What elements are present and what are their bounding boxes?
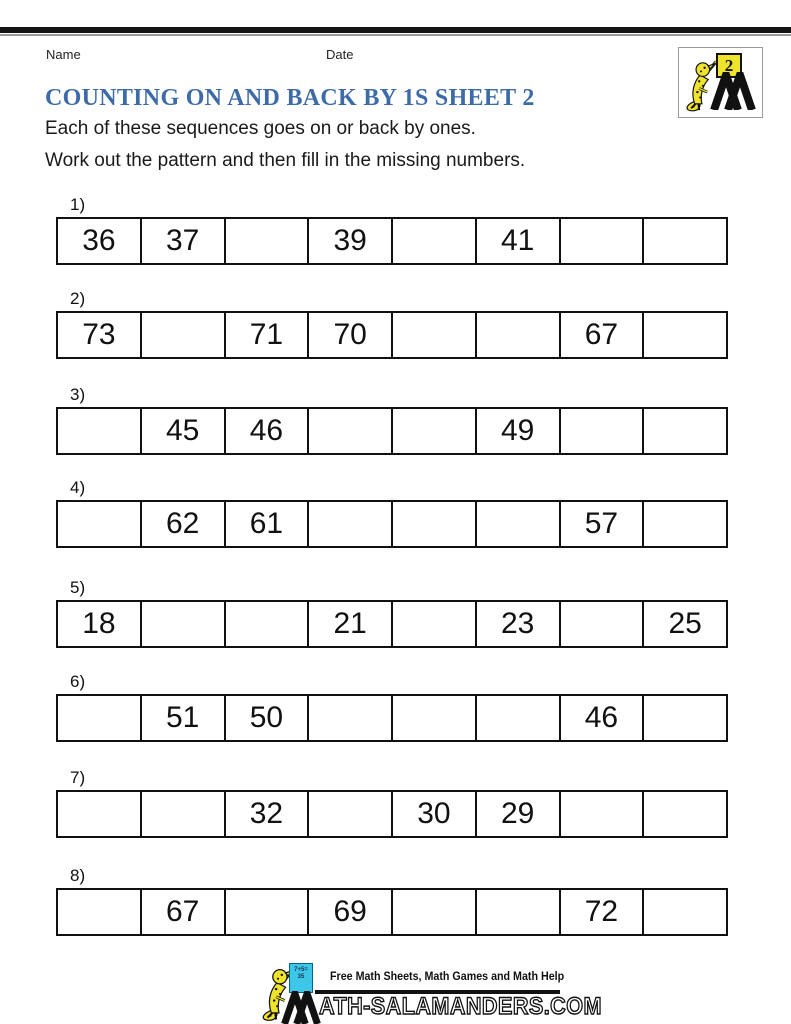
sequence-7-label: 7) — [70, 768, 86, 787]
sequence-2-cell-3: 71 — [226, 313, 310, 357]
sequence-8-label: 8) — [70, 866, 86, 885]
sequence-1-cell-1: 36 — [58, 219, 142, 263]
sequence-3-cell-6: 49 — [477, 409, 561, 453]
sequence-6-cell-3: 50 — [226, 696, 310, 740]
sequence-8-cell-7: 72 — [561, 890, 645, 934]
math-board-line-2: 35 — [297, 974, 305, 980]
sequence-5-cell-4: 21 — [309, 602, 393, 646]
sequence-5-cell-6: 23 — [477, 602, 561, 646]
sequence-7-cell-4-blank — [309, 792, 393, 836]
sequence-5-cell-2-blank — [142, 602, 226, 646]
sequence-5-cell-5-blank — [393, 602, 477, 646]
sequence-2-cell-1: 73 — [58, 313, 142, 357]
sequence-3-grid — [56, 407, 728, 455]
sequence-2-cell-5-blank — [393, 313, 477, 357]
sequence-6-grid — [56, 694, 728, 742]
sequence-1-cell-6: 41 — [477, 219, 561, 263]
sequence-6-cell-7: 46 — [561, 696, 645, 740]
sequence-8-cell-1-blank — [58, 890, 142, 934]
sequence-4-cell-7: 57 — [561, 502, 645, 546]
sequence-1-cell-4: 39 — [309, 219, 393, 263]
sequence-7-cell-8-blank — [644, 792, 726, 836]
sequence-3-cell-8-blank — [644, 409, 726, 453]
sequence-6-cell-2: 51 — [142, 696, 226, 740]
sequence-7-cell-7-blank — [561, 792, 645, 836]
brand-m-icon — [710, 72, 756, 110]
instruction-line-2: Work out the pattern and then fill in the missing numbers. — [45, 150, 526, 171]
sequence-5-cell-3-blank — [226, 602, 310, 646]
sequence-3-cell-7-blank — [561, 409, 645, 453]
date-field-label: Date — [326, 47, 354, 62]
sequence-4-label: 4) — [70, 478, 86, 497]
sequence-4-cell-1-blank — [58, 502, 142, 546]
sequence-8-cell-3-blank — [226, 890, 310, 934]
sequence-1-cell-3-blank — [226, 219, 310, 263]
sequence-6-cell-4-blank — [309, 696, 393, 740]
sheet-number: 2 — [724, 55, 734, 75]
sequence-1-cell-8-blank — [644, 219, 726, 263]
sequence-5-label: 5) — [70, 578, 86, 597]
sequence-2-cell-6-blank — [477, 313, 561, 357]
sequence-7-cell-5: 30 — [393, 792, 477, 836]
sequence-5-cell-8: 25 — [668, 607, 702, 640]
sequence-3-cell-1-blank — [58, 409, 142, 453]
sequence-3-cell-4-blank — [309, 409, 393, 453]
sequence-7-cell-6: 29 — [477, 792, 561, 836]
sequence-2-label: 2) — [70, 289, 86, 308]
sequence-7-cell-1-blank — [58, 792, 142, 836]
sequence-6-cell-8-blank — [644, 696, 726, 740]
sequence-1-cell-2: 37 — [142, 219, 226, 263]
sequence-3-cell-5-blank — [393, 409, 477, 453]
sequence-8-cell-5-blank — [393, 890, 477, 934]
sequence-1-cell-7-blank — [561, 219, 645, 263]
sequence-7-cell-2-blank — [142, 792, 226, 836]
sequence-4-cell-5-blank — [393, 502, 477, 546]
sequence-8-cell-6-blank — [477, 890, 561, 934]
sequence-2-cell-2-blank — [142, 313, 226, 357]
footer-tagline: Free Math Sheets, Math Games and Math Help — [330, 971, 565, 983]
sequence-4-cell-4-blank — [309, 502, 393, 546]
math-salamanders-corner-logo — [678, 47, 763, 118]
sequence-3-cell-2: 45 — [142, 409, 226, 453]
sequence-2-cell-7: 67 — [561, 313, 645, 357]
sequence-3-label: 3) — [70, 385, 86, 404]
sequence-6-cell-6-blank — [477, 696, 561, 740]
sequence-5-cell-1: 18 — [58, 602, 142, 646]
sequence-8-cell-8-blank — [644, 890, 726, 934]
sequence-8-cell-2: 67 — [142, 890, 226, 934]
name-field-label: Name — [46, 47, 81, 62]
page-title: COUNTING ON AND BACK BY 1S SHEET 2 — [45, 85, 535, 111]
sequence-4-cell-6-blank — [477, 502, 561, 546]
sequence-7-cell-3: 32 — [226, 792, 310, 836]
sequence-7-grid — [56, 790, 728, 838]
brand-m-icon — [281, 991, 321, 1024]
sequence-5-cell-7-blank — [561, 602, 645, 646]
brand-text: ATH-SALAMANDERS.COM — [319, 993, 602, 1020]
sequence-1-grid — [56, 217, 728, 265]
sequence-1-cell-5-blank — [393, 219, 477, 263]
math-board-icon — [289, 963, 313, 993]
instruction-line-1: Each of these sequences goes on or back by ones. — [45, 118, 476, 139]
sequence-6-cell-5-blank — [393, 696, 477, 740]
sequence-6-label: 6) — [70, 672, 86, 691]
sequence-3-cell-3: 46 — [226, 409, 310, 453]
sequence-2-grid — [56, 311, 728, 359]
math-board-line-1: 7+5= — [294, 967, 308, 973]
footer-brand — [281, 993, 633, 1024]
sequence-6-cell-1-blank — [58, 696, 142, 740]
sequence-2-cell-4: 70 — [309, 313, 393, 357]
sequence-8-grid — [56, 888, 728, 936]
top-rule-black — [0, 27, 791, 33]
top-rule-gray — [0, 34, 791, 36]
sequence-4-cell-2: 62 — [142, 502, 226, 546]
sequence-4-cell-8-blank — [644, 502, 726, 546]
sequence-5-grid — [56, 600, 728, 648]
sequence-4-grid — [56, 500, 728, 548]
sequence-4-cell-3: 61 — [226, 502, 310, 546]
sequence-8-cell-4: 69 — [309, 890, 393, 934]
sequence-1-label: 1) — [70, 195, 86, 214]
sequence-2-cell-8-blank — [644, 313, 726, 357]
